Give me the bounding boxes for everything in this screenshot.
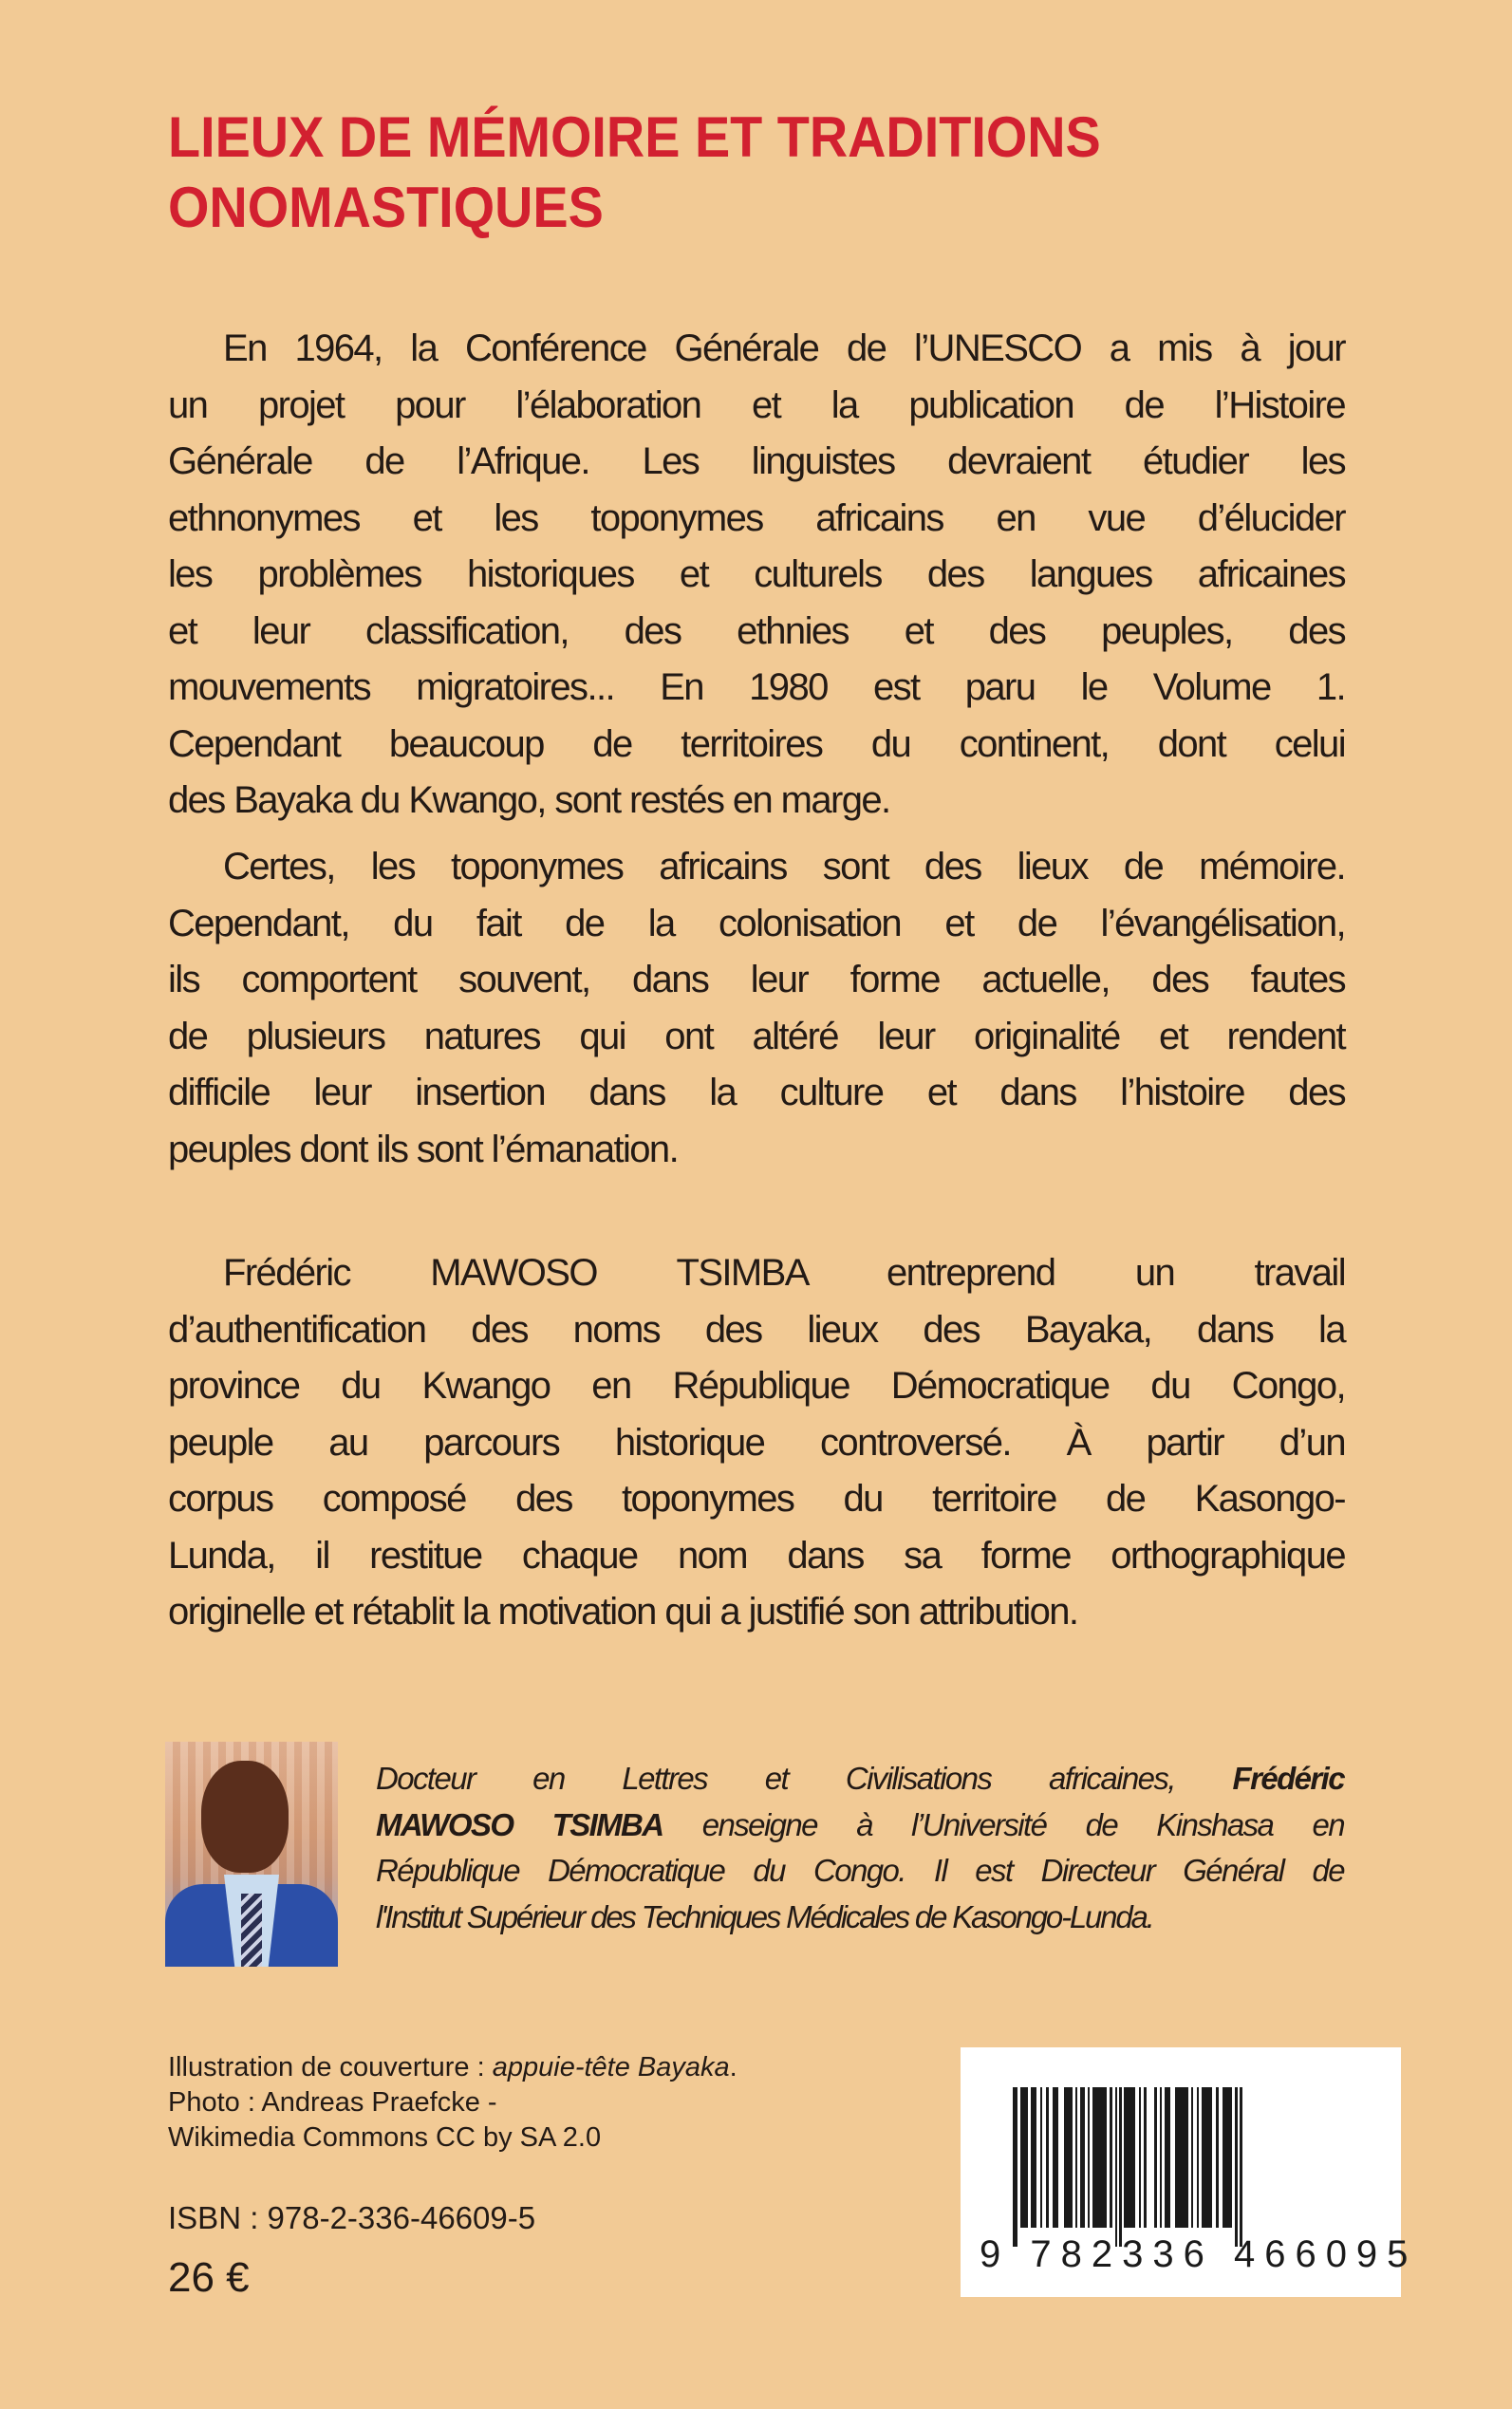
book-title (168, 103, 1364, 243)
barcode-bar (1175, 2087, 1188, 2228)
barcode (961, 2047, 1418, 2297)
illustration-value: appuie-tête Bayaka (492, 2052, 730, 2082)
barcode-bar (1240, 2087, 1242, 2247)
barcode-bar (1119, 2087, 1122, 2247)
paragraph-line: peuple au parcours historique controversé. À partir d’un (168, 1421, 1345, 1464)
barcode-bar (1083, 2087, 1085, 2228)
paragraph-line: En 1964, la Conférence Générale de l’UNESCO a mis à jour (223, 327, 1345, 369)
author-photo (165, 1742, 338, 1967)
paragraph-1 (168, 321, 1345, 830)
title-line-1: LIEUX DE MÉMOIRE ET TRADITIONS (168, 105, 1101, 169)
paragraph-line: Cependant, du fait de la colonisation et de l’évangélisation, (168, 902, 1345, 944)
barcode-bar (1110, 2087, 1112, 2228)
paragraph-line: Frédéric MAWOSO TSIMBA entreprend un travail (223, 1252, 1345, 1294)
barcode-bar (1197, 2087, 1199, 2228)
barcode-bar (1075, 2087, 1077, 2228)
barcode-bar (1031, 2087, 1036, 2228)
barcode-bar (1139, 2087, 1141, 2228)
paragraph-line: mouvements migratoires... En 1980 est paru le Volume 1. (168, 666, 1345, 708)
barcode-bar (1016, 2087, 1017, 2247)
illustration-credit (168, 2050, 737, 2085)
illustration-end: . (729, 2052, 737, 2082)
bio-text: enseigne à l’Université de Kinshasa en (701, 1806, 1345, 1842)
title-line-2: ONOMASTIQUES (168, 176, 604, 239)
author-bio (376, 1756, 1344, 1940)
barcode-bar (1124, 2087, 1135, 2228)
isbn: ISBN : 978-2-336-46609-5 (168, 2200, 536, 2235)
paragraph-line: Certes, les toponymes africains sont des lieux de mémoire. (223, 846, 1345, 887)
cover-credits (168, 2050, 737, 2156)
author-first-name: Frédéric (1232, 1761, 1344, 1796)
barcode-bar (1092, 2087, 1107, 2228)
barcode-bar (1223, 2087, 1232, 2228)
paragraph-line: d’authentification des noms des lieux des Bayaka, dans la (168, 1308, 1345, 1351)
paragraph-line: un projet pour l’élaboration et la publication de l’Histoire (168, 383, 1345, 426)
barcode-bar (1088, 2087, 1090, 2228)
bio-line-4: l'Institut Supérieur des Techniques Médicales de Kasongo-Lunda. (376, 1898, 1153, 1934)
paragraph-line: ils comportent souvent, dans leur forme actuelle, des fautes (168, 959, 1345, 1000)
barcode-bar (1165, 2087, 1170, 2228)
paragraph-line: Lunda, il restitue chaque nom dans sa forme orthographique (168, 1534, 1345, 1577)
paragraph-line: originelle et rétablit la motivation qui a justifié son attribution. (168, 1591, 1078, 1633)
barcode-bar (1144, 2087, 1147, 2228)
barcode-bar (1053, 2087, 1058, 2228)
bio-text: Docteur en Lettres et Civilisations africaines, (376, 1761, 1175, 1796)
paragraph-3 (168, 1245, 1345, 1641)
bio-line-2 (376, 1802, 1344, 1849)
photo-head (201, 1761, 289, 1873)
paragraph-line: difficile leur insertion dans la culture et dans l’histoire des (168, 1072, 1345, 1113)
barcode-bar (1202, 2087, 1212, 2228)
barcode-bar (1046, 2087, 1049, 2228)
barcode-bar (1040, 2087, 1042, 2228)
barcode-digits: 9 782336 466095 (980, 2233, 1418, 2275)
barcode-bar (1191, 2087, 1193, 2228)
illustration-label: Illustration de couverture : (168, 2052, 493, 2082)
paragraph-line: et leur classification, des ethnies et des peuples, des (168, 609, 1345, 652)
barcode-bar (1115, 2087, 1117, 2247)
barcode-bar (1235, 2087, 1238, 2247)
author-last-name: MAWOSO TSIMBA (376, 1806, 663, 1842)
paragraph-line: ethnonymes et les toponymes africains en vue d’élucider (168, 496, 1345, 539)
bio-line-3: République Démocratique du Congo. Il est Directeur Général de (376, 1853, 1344, 1888)
price: 26 € (168, 2254, 250, 2301)
paragraph-2 (168, 839, 1345, 1178)
paragraph-line: les problèmes historiques et culturels des langues africaines (168, 553, 1345, 595)
barcode-bars (1013, 2087, 1366, 2247)
bio-line-1 (376, 1756, 1344, 1802)
paragraph-line: de plusieurs natures qui ont altéré leur originalité et rendent (168, 1015, 1345, 1057)
photo-tie (241, 1894, 262, 1967)
paragraph-line: peuples dont ils sont l’émanation. (168, 1128, 679, 1170)
photo-credit: Photo : Andreas Praefcke - (168, 2087, 497, 2118)
paragraph-line: province du Kwango en République Démocratique du Congo, (168, 1365, 1345, 1407)
barcode-bar (1154, 2087, 1157, 2228)
paragraph-line: corpus composé des toponymes du territoire de Kasongo- (168, 1478, 1345, 1520)
barcode-bar (1064, 2087, 1073, 2228)
barcode-bar (1160, 2087, 1162, 2228)
barcode-bar (1216, 2087, 1219, 2228)
paragraph-line: des Bayaka du Kwango, sont restés en marge. (168, 779, 890, 821)
barcode-bar (1020, 2087, 1028, 2228)
license-credit: Wikimedia Commons CC by SA 2.0 (168, 2122, 602, 2153)
paragraph-line: Générale de l’Afrique. Les linguistes devraient étudier les (168, 440, 1345, 482)
paragraph-line: Cependant beaucoup de territoires du continent, dont celui (168, 722, 1345, 765)
